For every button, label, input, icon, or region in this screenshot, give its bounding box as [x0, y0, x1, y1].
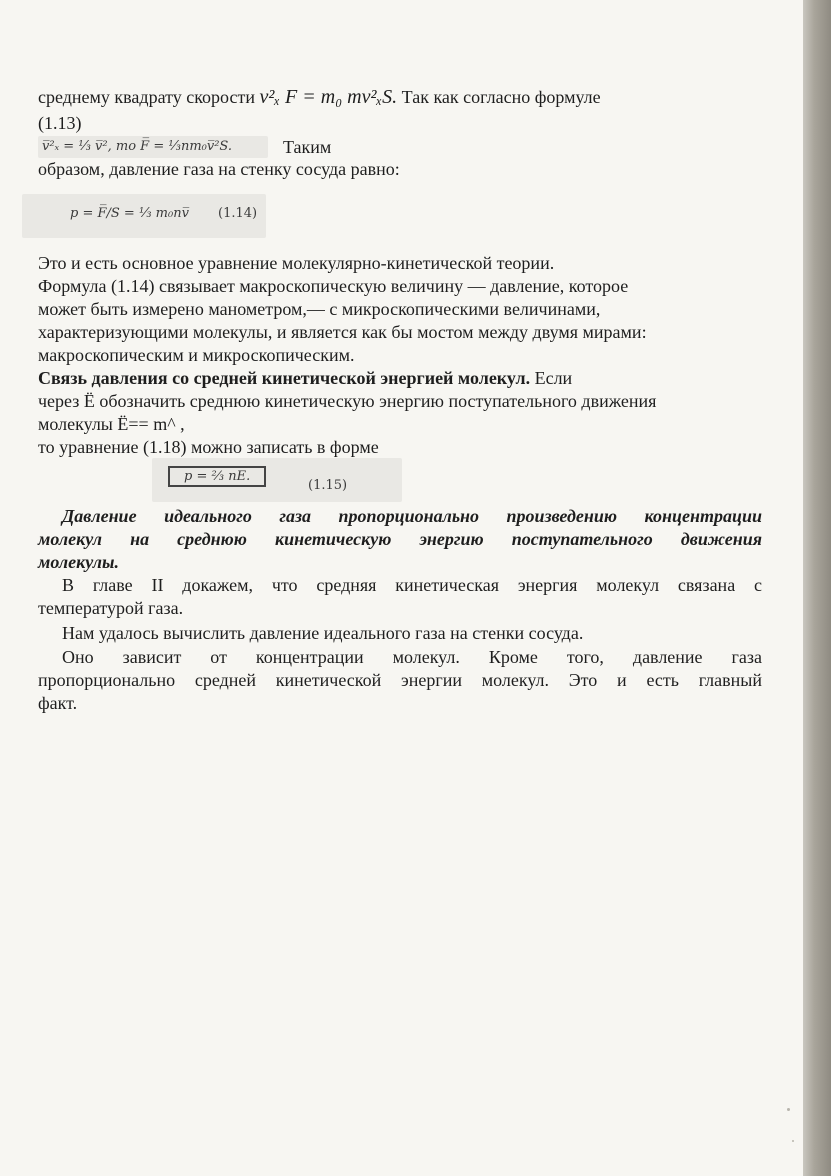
formula-114: p = F̅/S = ⅓ m₀nv̅ — [70, 206, 189, 221]
para4-line1: Нам удалось вычислить давление идеального газа на стенки сосуда. — [62, 623, 584, 643]
pasted-formula-113: v̅²ₓ = ⅓ v̅², то F̅ = ⅓nm₀v̅²S. — [38, 136, 268, 158]
text-line-1 — [38, 86, 740, 108]
para1-line2: Формула (1.14) связывает макроскопическую величину — давление, которое — [38, 276, 629, 296]
para5-line2: пропорционально средней кинетической энергии молекул. Это и есть главный — [38, 670, 762, 690]
formula-114-number: (1.14) — [218, 206, 258, 221]
para2-line4: то уравнение (1.18) можно записать в форме — [38, 437, 379, 457]
para1-line3: может быть измерено манометром,— с микроскопическими величинами, — [38, 299, 601, 319]
para1-line5: макроскопическим и микроскопическим. — [38, 345, 355, 365]
formula-115-number: (1.15) — [308, 478, 348, 493]
scan-speck — [787, 1108, 790, 1111]
scan-edge-shadow — [803, 0, 831, 1176]
line1-formula: v²ₓ F = m₀ mv²ₓS. — [259, 86, 398, 108]
para1-line4: характеризующими молекулы, и является как бы мостом между двумя мирами: — [38, 322, 647, 342]
para2-line3: молекулы Ë== m^ , — [38, 414, 185, 434]
line1-tail: Так как согласно формуле — [401, 87, 601, 107]
section-heading: Связь давления со средней кинетической энергией молекул. — [38, 368, 531, 388]
pasted-formula-115 — [152, 458, 402, 502]
para5-line1: Оно зависит от концентрации молекул. Кроме того, давление газа — [62, 647, 762, 667]
statement-line2: молекул на среднюю кинетическую энергию поступательного движения — [38, 529, 762, 549]
para3-line2: температурой газа. — [38, 598, 184, 618]
para1-line1: Это и есть основное уравнение молекулярно-кинетической теории. — [38, 253, 555, 273]
section-heading-tail: Если — [530, 368, 573, 388]
para2-line2: через Ë обозначить среднюю кинетическую энергию поступательного движения — [38, 391, 657, 411]
text-line-4: образом, давление газа на стенку сосуда равно: — [38, 159, 400, 179]
section-heading-line — [38, 367, 572, 389]
statement-line3: молекулы. — [38, 552, 119, 572]
line1-text: среднему квадрату скорости — [38, 87, 255, 107]
para3-line1: В главе II докажем, что средняя кинетическая энергия молекул связана с — [62, 575, 762, 595]
scan-speck — [792, 1140, 794, 1142]
para5-line3: факт. — [38, 693, 78, 713]
takim-word: Таким — [283, 137, 332, 157]
ref-113: (1.13) — [38, 113, 82, 133]
statement-line1: Давление идеального газа пропорционально произведению концентрации — [62, 506, 762, 526]
formula-115: p = ⅔ nE. — [168, 466, 266, 487]
pasted-formula-114 — [22, 194, 266, 238]
